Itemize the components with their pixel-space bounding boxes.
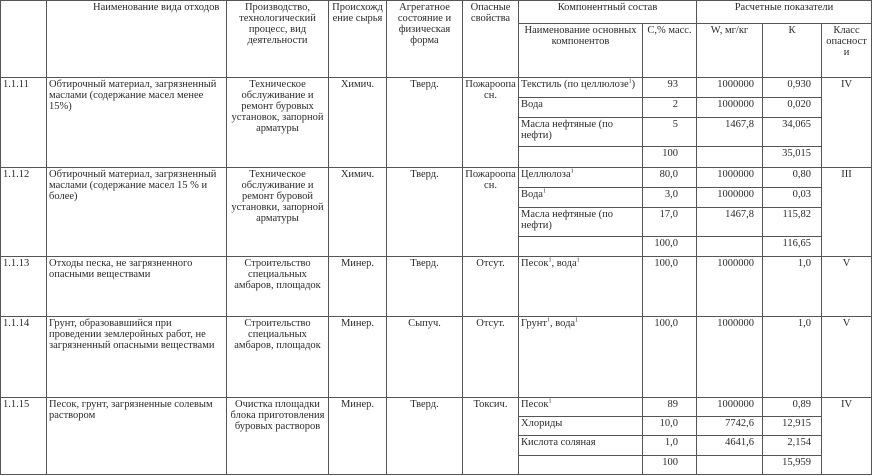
component-name-text: Масла нефтяные (по нефти) xyxy=(521,209,613,232)
header-origin: Происхождение сырья xyxy=(329,1,387,78)
component-name xyxy=(519,208,643,237)
footnote-mark: 1 xyxy=(575,317,579,324)
row-hazard-class: IV xyxy=(822,398,872,475)
component-c-value: 100,0 xyxy=(643,236,697,256)
row-hazard-class: V xyxy=(822,257,872,317)
component-name-text: Песок xyxy=(521,399,549,411)
row-state: Тверд. xyxy=(387,398,463,475)
component-c-value: 17,0 xyxy=(643,208,697,237)
row-number: 1.1.15 xyxy=(1,398,47,475)
row-waste-name: Отходы песка, не загрязненного опасными веществами xyxy=(47,257,227,317)
header-name: Наименование вида отходов xyxy=(47,1,227,78)
component-w-value: 1000000 xyxy=(697,98,763,118)
header-k: К xyxy=(763,24,822,77)
component-k-value: 0,80 xyxy=(763,167,822,187)
table-row xyxy=(1,398,872,417)
component-c-value: 89 xyxy=(643,398,697,417)
component-w-value: 1000000 xyxy=(697,77,763,97)
row-origin: Химич. xyxy=(329,77,387,167)
component-w-value xyxy=(697,236,763,256)
component-name-text: Вода xyxy=(521,99,543,111)
component-name xyxy=(519,77,643,97)
header-comp-name: Наименование основных компонентов xyxy=(519,24,643,77)
component-name-text: Кислота соляная xyxy=(521,437,596,449)
component-name xyxy=(519,316,643,397)
table-row xyxy=(1,77,872,97)
footnote-mark: 1 xyxy=(548,398,552,405)
footnote-mark: 1 xyxy=(570,168,574,175)
row-danger: Пожароопасн. xyxy=(463,77,519,167)
row-hazard-class: IV xyxy=(822,77,872,167)
component-w-value: 4641,6 xyxy=(697,436,763,455)
component-k-value: 115,82 xyxy=(763,208,822,237)
component-k-value: 1,0 xyxy=(763,257,822,317)
table-row xyxy=(1,167,872,187)
component-name-text: Целлюлоза xyxy=(521,168,571,180)
header-row-1 xyxy=(1,1,872,24)
component-k-value: 15,959 xyxy=(763,455,822,474)
component-c-value: 100 xyxy=(643,147,697,167)
footnote-mark: 1 xyxy=(542,188,546,195)
component-w-value: 1000000 xyxy=(697,398,763,417)
component-name xyxy=(519,98,643,118)
component-w-value: 1000000 xyxy=(697,257,763,317)
component-name-text: Песок xyxy=(521,258,549,270)
row-danger: Пожароопасн. xyxy=(463,167,519,257)
component-name xyxy=(519,187,643,207)
component-name xyxy=(519,167,643,187)
table-row xyxy=(1,257,872,317)
component-w-value: 7742,6 xyxy=(697,417,763,436)
component-w-value: 1000000 xyxy=(697,167,763,187)
table-row xyxy=(1,316,872,397)
row-waste-name: Грунт, образовавшийся при проведении землеройных работ, не загрязненный опасными веществами xyxy=(47,316,227,397)
component-c-value: 80,0 xyxy=(643,167,697,187)
row-waste-name: Песок, грунт, загрязненные солевым раствором xyxy=(47,398,227,475)
header-c: С,% масс. xyxy=(643,24,697,77)
component-name xyxy=(519,398,643,417)
row-danger: Отсут. xyxy=(463,316,519,397)
component-name-text: Вода xyxy=(521,188,543,200)
component-c-value: 100,0 xyxy=(643,316,697,397)
footnote-mark: 1 xyxy=(548,257,552,264)
component-name-text: Грунт xyxy=(521,317,547,329)
component-name xyxy=(519,118,643,147)
row-origin: Химич. xyxy=(329,167,387,257)
footnote-mark: 1 xyxy=(628,78,632,85)
header-process: Производство, технологический процесс, вид деятельности xyxy=(227,1,329,78)
row-origin: Минер. xyxy=(329,316,387,397)
component-c-value: 93 xyxy=(643,77,697,97)
header-num xyxy=(1,1,47,78)
row-process: Строительство специальных амбаров, площадок xyxy=(227,316,329,397)
component-name xyxy=(519,417,643,436)
footnote-mark: 1 xyxy=(546,317,550,324)
row-hazard-class: III xyxy=(822,167,872,257)
row-number: 1.1.14 xyxy=(1,316,47,397)
component-c-value: 5 xyxy=(643,118,697,147)
row-number: 1.1.12 xyxy=(1,167,47,257)
header-calc-group: Расчетные показатели xyxy=(697,1,872,24)
component-name xyxy=(519,257,643,317)
header-state: Агрегатное состояние и физическая форма xyxy=(387,1,463,78)
component-name xyxy=(519,436,643,455)
component-w-value: 1000000 xyxy=(697,316,763,397)
component-name-text-cont: ) xyxy=(631,78,636,90)
row-state: Сыпуч. xyxy=(387,316,463,397)
row-process: Строительство специальных амбаров, площадок xyxy=(227,257,329,317)
component-c-value: 10,0 xyxy=(643,417,697,436)
component-w-value: 1467,8 xyxy=(697,208,763,237)
header-components-group: Компонентный состав xyxy=(519,1,697,24)
component-w-value xyxy=(697,147,763,167)
component-name-text-cont: , вода xyxy=(549,317,576,329)
row-origin: Минер. xyxy=(329,257,387,317)
component-name xyxy=(519,455,643,474)
component-c-value: 100,0 xyxy=(643,257,697,317)
component-w-value xyxy=(697,455,763,474)
component-name-text: Текстиль (по целлюлозе xyxy=(521,78,629,90)
row-number: 1.1.13 xyxy=(1,257,47,317)
component-c-value: 1,0 xyxy=(643,436,697,455)
header-class: Класс опасности xyxy=(822,24,872,77)
row-waste-name: Обтирочный материал, загрязненный маслами (содержание масел 15 % и более) xyxy=(47,167,227,257)
row-process: Очистка площадки блока приготовления буровых растворов xyxy=(227,398,329,475)
component-c-value: 2 xyxy=(643,98,697,118)
component-k-value: 0,03 xyxy=(763,187,822,207)
component-k-value: 0,930 xyxy=(763,77,822,97)
header-w: W, мг/кг xyxy=(697,24,763,77)
row-origin: Минер. xyxy=(329,398,387,475)
component-k-value: 35,015 xyxy=(763,147,822,167)
row-process: Техническое обслуживание и ремонт буровой установки, запорной арматуры xyxy=(227,167,329,257)
row-state: Тверд. xyxy=(387,167,463,257)
component-k-value: 0,89 xyxy=(763,398,822,417)
component-name xyxy=(519,236,643,256)
component-k-value: 1,0 xyxy=(763,316,822,397)
component-k-value: 12,915 xyxy=(763,417,822,436)
row-danger: Отсут. xyxy=(463,257,519,317)
row-number: 1.1.11 xyxy=(1,77,47,167)
row-state: Тверд. xyxy=(387,77,463,167)
component-w-value: 1000000 xyxy=(697,187,763,207)
row-state: Тверд. xyxy=(387,257,463,317)
component-k-value: 2,154 xyxy=(763,436,822,455)
header-danger: Опасные свойства xyxy=(463,1,519,78)
component-k-value: 0,020 xyxy=(763,98,822,118)
component-c-value: 3,0 xyxy=(643,187,697,207)
row-process: Техническое обслуживание и ремонт буровых установок, запорной арматуры xyxy=(227,77,329,167)
component-c-value: 100 xyxy=(643,455,697,474)
row-danger: Токсич. xyxy=(463,398,519,475)
component-k-value: 34,065 xyxy=(763,118,822,147)
component-name-text: Хлориды xyxy=(521,418,563,430)
component-k-value: 116,65 xyxy=(763,236,822,256)
footnote-mark: 1 xyxy=(576,257,580,264)
row-hazard-class: V xyxy=(822,316,872,397)
component-name-text: Масла нефтяные (по нефти) xyxy=(521,119,613,142)
component-w-value: 1467,8 xyxy=(697,118,763,147)
row-waste-name: Обтирочный материал, загрязненный маслами (содержание масел менее 15%) xyxy=(47,77,227,167)
component-name-text-cont: , вода xyxy=(551,258,577,270)
component-name xyxy=(519,147,643,167)
